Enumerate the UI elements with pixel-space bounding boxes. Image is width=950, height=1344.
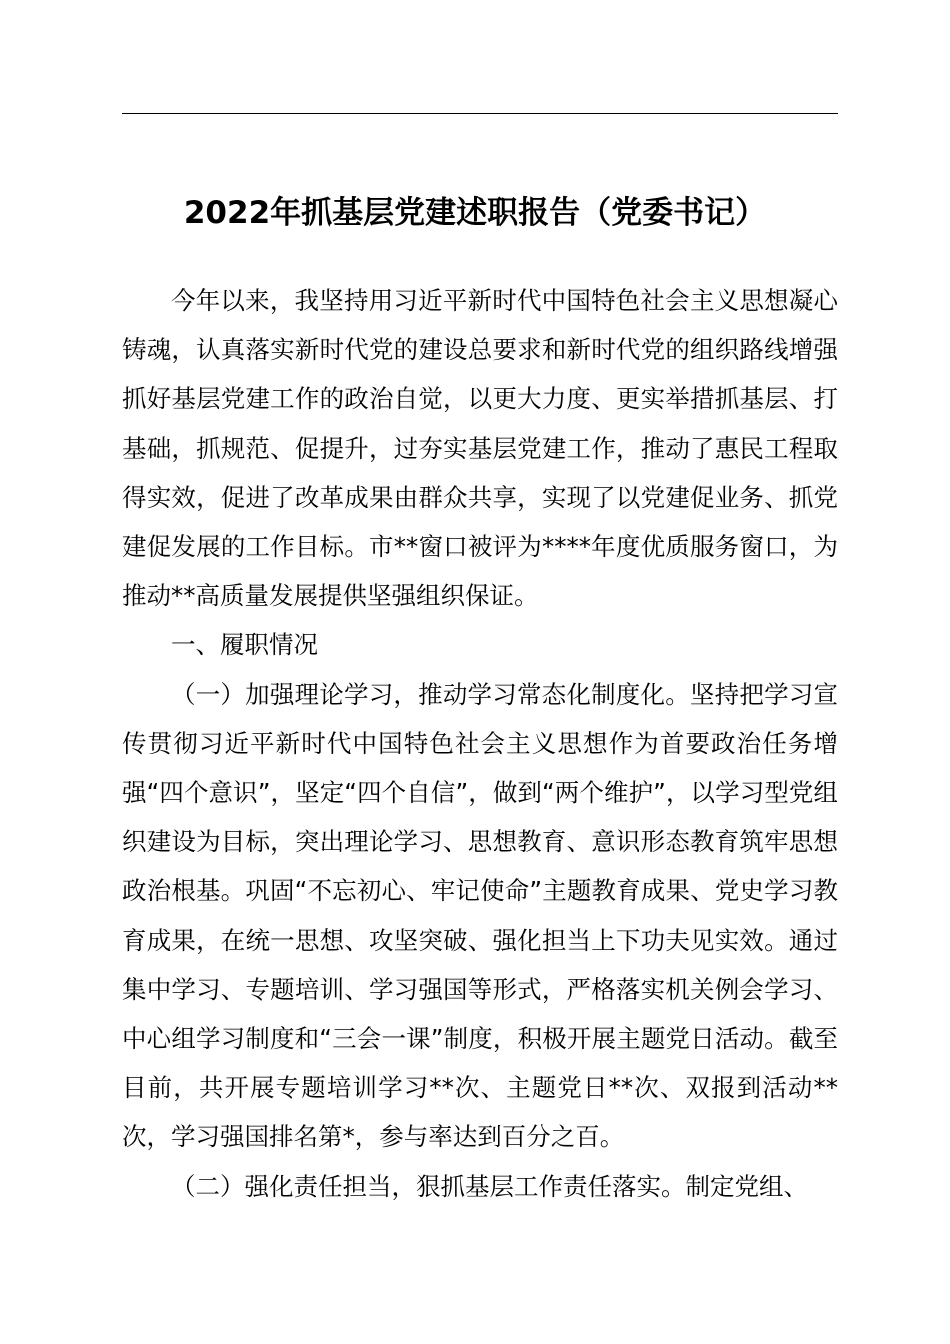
paragraph-responsibility: （二）强化责任担当，狠抓基层工作责任落实。制定党组、 (171, 1171, 808, 1201)
paragraph-theory-study: （一）加强理论学习，推动学习常态化制度化。坚持把学习宣传贯彻习近平新时代中国特色社会主义思想作为首要政治任务增强“四个意识”，坚定“四个自信”，做到“两个维护”，以学习型党组织建设为目标，突出理论学习、思想教育、意识形态教育筑牢思想政治根基。巩固“不忘初心、牢记使命”主题教育成果、党史学习教育成果，在统一思想、攻坚突破、强化担当上下功夫见实效。通过集中学习、专题培训、学习强国等形式，严格落实机关例会学习、中心组学习制度和“三会一课”制度，积极开展主题党日活动。截至目前，共开展专题培训学习**次、主题党日**次、双报到活动**次，学习强国排名第*，参与率达到百分之百。 (122, 679, 838, 1152)
document-body (122, 276, 838, 1211)
section-heading-duties: 一、履职情况 (171, 630, 318, 660)
paragraph-intro: 今年以来，我坚持用习近平新时代中国特色社会主义思想凝心铸魂，认真落实新时代党的建设总要求和新时代党的组织路线增强抓好基层党建工作的政治自觉，以更大力度、更实举措抓基层、打基础，抓规范、促提升，过夯实基层党建工作，推动了惠民工程取得实效，促进了改革成果由群众共享，实现了以党建促业务、抓党建促发展的工作目标。市**窗口被评为****年度优质服务窗口，为推动**高质量发展提供坚强组织保证。 (122, 286, 838, 611)
header-rule (122, 113, 838, 114)
document-title: 2022年抓基层党建述职报告（党委书记） (183, 194, 767, 231)
